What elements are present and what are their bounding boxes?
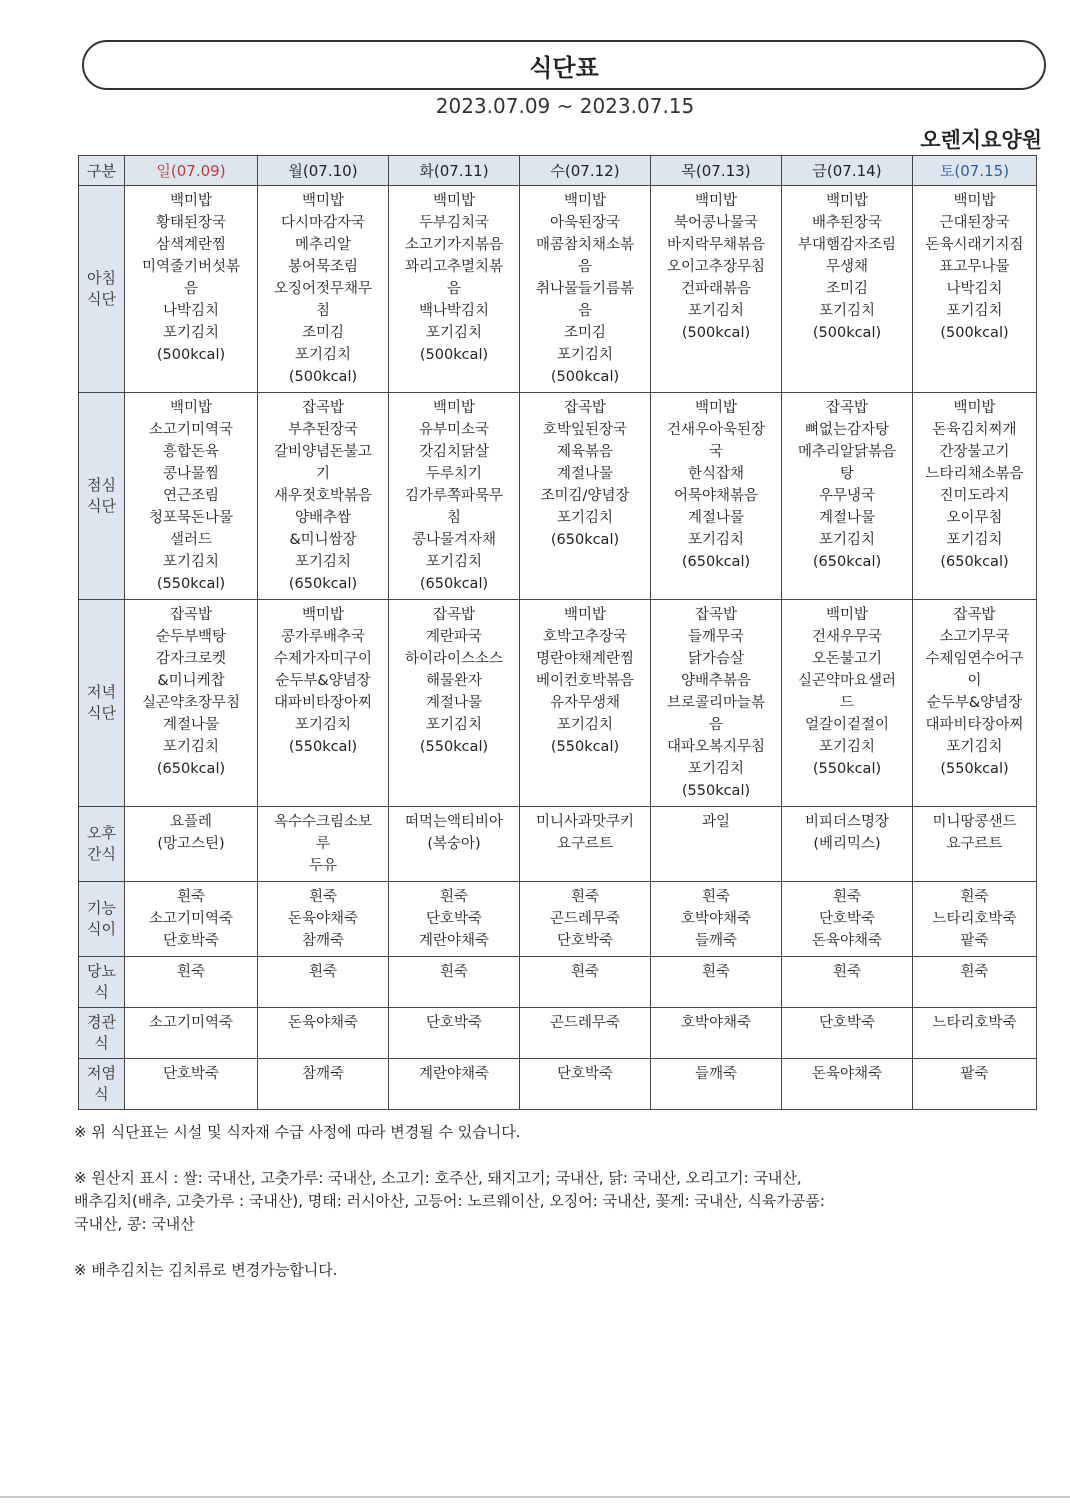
menu-cell: 요플레 (망고스틴) <box>125 807 258 882</box>
header-day-sun: 일(07.09) <box>125 156 258 186</box>
date-range: 2023.07.09 ~ 2023.07.15 <box>435 94 695 118</box>
menu-cell: 흰죽 느타리호박죽 팥죽 <box>913 882 1037 957</box>
menu-cell: 백미밥 근대된장국 돈육시래기지짐 표고무나물 나박김치 포기김치 (500kcal) <box>913 186 1037 393</box>
menu-cell: 단호박죽 <box>389 1008 520 1059</box>
menu-cell: 백미밥 유부미소국 갓김치닭살 두루치기 김가루쪽파묵무 침 콩나물겨자채 포기김치 (650kcal) <box>389 393 520 600</box>
menu-cell: 백미밥 콩가루배추국 수제가자미구이 순두부&양념장 대파비타장아찌 포기김치 (550kcal) <box>258 600 389 807</box>
menu-cell: 흰죽 <box>258 957 389 1008</box>
row-label: 저염 식 <box>79 1059 125 1110</box>
table-row-dinner <box>79 600 1037 807</box>
menu-cell: 미니땅콩샌드 요구르트 <box>913 807 1037 882</box>
menu-cell: 돈육야채죽 <box>782 1059 913 1110</box>
menu-cell: 백미밥 소고기미역국 흥합돈육 콩나물찜 연근조림 청포묵돈나물 샐러드 포기김치 (550kcal) <box>125 393 258 600</box>
menu-cell: 팥죽 <box>913 1059 1037 1110</box>
organization-name: 오렌지요양원 <box>920 128 1042 152</box>
menu-cell: 계란야채죽 <box>389 1059 520 1110</box>
menu-cell: 과일 <box>651 807 782 882</box>
menu-cell: 흰죽 <box>389 957 520 1008</box>
menu-cell: 백미밥 배추된장국 부대햄감자조림 무생채 조미김 포기김치 (500kcal) <box>782 186 913 393</box>
header-day-wed: 수(07.12) <box>520 156 651 186</box>
row-label: 기능 식이 <box>79 882 125 957</box>
menu-cell: 백미밥 두부김치국 소고기가지볶음 꽈리고추멸치볶 음 백나박김치 포기김치 (500kcal) <box>389 186 520 393</box>
table-row-tube-feeding <box>79 1008 1037 1059</box>
menu-cell: 백미밥 황태된장국 삼색계란찜 미역줄기버섯볶 음 나박김치 포기김치 (500kcal) <box>125 186 258 393</box>
header-day-mon: 월(07.10) <box>258 156 389 186</box>
menu-cell: 백미밥 건새우무국 오돈불고기 실곤약마요샐러 드 얼갈이겉절이 포기김치 (550kcal) <box>782 600 913 807</box>
bottom-divider <box>0 1496 1070 1498</box>
header-category: 구분 <box>79 156 125 186</box>
menu-cell: 곤드레무죽 <box>520 1008 651 1059</box>
note-item: ※ 원산지 표시 : 쌀: 국내산, 고춧가루: 국내산, 소고기: 호주산, 돼지고기; 국내산, 닭: 국내산, 오리고기: 국내산, 배추김치(배추, 고춧가루 : 국내산), 명태: 러시아산, 고등어: 노르웨이산, 오징어: 국내산, 꽃게: 국내산, 식육가공품: 국내산, 콩: 국내산 <box>74 1169 825 1233</box>
menu-cell: 흰죽 단호박죽 돈육야채죽 <box>782 882 913 957</box>
menu-cell: 단호박죽 <box>125 1059 258 1110</box>
menu-cell: 백미밥 아욱된장국 매콤참치채소볶 음 취나물들기름볶 음 조미김 포기김치 (500kcal) <box>520 186 651 393</box>
header-day-fri: 금(07.14) <box>782 156 913 186</box>
row-label: 점심 식단 <box>79 393 125 600</box>
menu-cell: 흰죽 소고기미역죽 단호박죽 <box>125 882 258 957</box>
table-row-breakfast <box>79 186 1037 393</box>
row-label: 저녁 식단 <box>79 600 125 807</box>
menu-cell: 백미밥 건새우아욱된장 국 한식잡채 어묵야채볶음 계절나물 포기김치 (650kcal) <box>651 393 782 600</box>
page-title: 식단표 <box>82 40 1046 90</box>
table-row-lunch <box>79 393 1037 600</box>
note-item: ※ 위 식단표는 시설 및 식자재 수급 사정에 따라 변경될 수 있습니다. <box>74 1123 521 1141</box>
menu-cell: 백미밥 돈육김치찌개 간장불고기 느타리채소볶음 진미도라지 오이무침 포기김치 (650kcal) <box>913 393 1037 600</box>
table-row-snack <box>79 807 1037 882</box>
table-header-row <box>79 156 1037 186</box>
menu-cell: 들깨죽 <box>651 1059 782 1110</box>
row-label: 당뇨 식 <box>79 957 125 1008</box>
menu-cell: 잡곡밥 호박잎된장국 제육볶음 계절나물 조미김/양념장 포기김치 (650kcal) <box>520 393 651 600</box>
menu-cell: 단호박죽 <box>520 1059 651 1110</box>
menu-cell: 흰죽 <box>913 957 1037 1008</box>
notes <box>74 1098 1004 1305</box>
menu-cell: 미니사과맛쿠키 요구르트 <box>520 807 651 882</box>
row-label: 경관 식 <box>79 1008 125 1059</box>
menu-cell: 호박야채죽 <box>651 1008 782 1059</box>
menu-cell: 흰죽 <box>651 957 782 1008</box>
menu-cell: 소고기미역죽 <box>125 1008 258 1059</box>
menu-cell: 옥수수크림소보 루 두유 <box>258 807 389 882</box>
menu-cell: 잡곡밥 뼈없는감자탕 메추리알닭볶음 탕 우무냉국 계절나물 포기김치 (650kcal) <box>782 393 913 600</box>
row-label: 오후 간식 <box>79 807 125 882</box>
menu-cell: 잡곡밥 소고기무국 수제임연수어구 이 순두부&양념장 대파비타장아찌 포기김치 (550kcal) <box>913 600 1037 807</box>
header-day-tue: 화(07.11) <box>389 156 520 186</box>
menu-cell: 잡곡밥 부추된장국 갈비양념돈불고 기 새우젓호박볶음 양배추쌈 &미니쌈장 포기김치 (650kcal) <box>258 393 389 600</box>
menu-cell: 느타리호박죽 <box>913 1008 1037 1059</box>
menu-cell: 잡곡밥 들깨무국 닭가슴살 양배추볶음 브로콜리마늘볶 음 대파오복지무침 포기김치 (550kcal) <box>651 600 782 807</box>
menu-cell: 흰죽 단호박죽 계란야채죽 <box>389 882 520 957</box>
table-row-diabetic-diet <box>79 957 1037 1008</box>
menu-cell: 비피더스명장 (베리믹스) <box>782 807 913 882</box>
menu-cell: 흰죽 돈육야채죽 참깨죽 <box>258 882 389 957</box>
menu-cell: 잡곡밥 순두부백탕 감자크로켓 &미니케찹 실곤약초장무침 계절나물 포기김치 (650kcal) <box>125 600 258 807</box>
menu-cell: 백미밥 다시마감자국 메추리알 봉어묵조림 오징어젓무채무 침 조미김 포기김치 (500kcal) <box>258 186 389 393</box>
menu-cell: 흰죽 <box>782 957 913 1008</box>
menu-cell: 떠먹는액티비아 (복숭아) <box>389 807 520 882</box>
menu-table <box>78 155 1037 1110</box>
menu-cell: 흰죽 호박야채죽 들깨죽 <box>651 882 782 957</box>
header-day-thu: 목(07.13) <box>651 156 782 186</box>
menu-cell: 단호박죽 <box>782 1008 913 1059</box>
menu-cell: 흰죽 곤드레무죽 단호박죽 <box>520 882 651 957</box>
menu-cell: 참깨죽 <box>258 1059 389 1110</box>
menu-cell: 잡곡밥 계란파국 하이라이스소스 해물완자 계절나물 포기김치 (550kcal) <box>389 600 520 807</box>
menu-cell: 백미밥 북어콩나물국 바지락무채볶음 오이고추장무침 건파래볶음 포기김치 (500kcal) <box>651 186 782 393</box>
note-item: ※ 배추김치는 김치류로 변경가능합니다. <box>74 1261 338 1279</box>
row-label: 아침 식단 <box>79 186 125 393</box>
menu-cell: 흰죽 <box>520 957 651 1008</box>
menu-cell: 흰죽 <box>125 957 258 1008</box>
table-row-functional-diet <box>79 882 1037 957</box>
header-day-sat: 토(07.15) <box>913 156 1037 186</box>
menu-cell: 백미밥 호박고추장국 명란야채계란찜 베이컨호박볶음 유자무생채 포기김치 (550kcal) <box>520 600 651 807</box>
menu-cell: 돈육야채죽 <box>258 1008 389 1059</box>
